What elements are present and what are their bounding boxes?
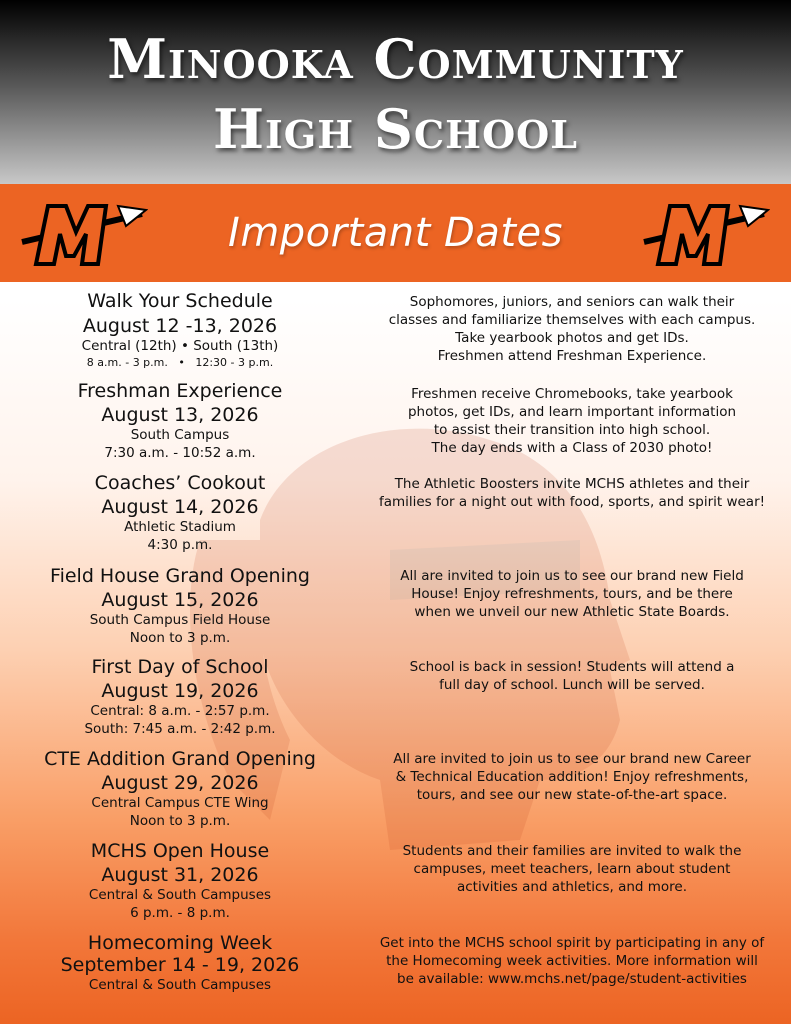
event-location: Central & South Campuses <box>88 977 272 993</box>
description-line: Freshmen attend Freshman Experience. <box>437 348 707 364</box>
description-line: House! Enjoy refreshments, tours, and be there <box>411 586 733 602</box>
event-name: CTE Addition Grand Opening <box>44 748 316 770</box>
school-title-line-2: High School <box>212 97 579 161</box>
event-name: Field House Grand Opening <box>50 565 310 587</box>
event-description <box>358 842 786 896</box>
description-line: be available: www.mchs.net/page/student-activities <box>397 971 747 987</box>
description-line: to assist their transition into high school. <box>433 422 711 438</box>
description-line: full day of school. Lunch will be served. <box>439 677 705 693</box>
event-date: August 31, 2026 <box>101 864 259 886</box>
event-date: August 14, 2026 <box>101 496 259 518</box>
event-location: Athletic Stadium <box>124 519 236 535</box>
description-line: tours, and see our new state-of-the-art space. <box>416 787 728 803</box>
description-line: campuses, meet teachers, learn about student <box>413 861 731 877</box>
event-field-house-grand-opening <box>20 565 340 647</box>
description-line: activities and athletics, and more. <box>456 879 688 895</box>
event-walk-your-schedule <box>20 290 340 371</box>
event-description <box>358 293 786 365</box>
event-name: Homecoming Week <box>87 932 273 954</box>
event-name: MCHS Open House <box>90 840 270 862</box>
event-location: South Campus Field House <box>89 612 271 628</box>
event-time: Noon to 3 p.m. <box>129 630 231 646</box>
event-description <box>358 475 786 511</box>
event-time: 7:30 a.m. - 10:52 a.m. <box>104 445 256 461</box>
description-line: when we unveil our new Athletic State Boards. <box>414 604 730 620</box>
event-homecoming-week <box>20 932 340 994</box>
event-date: August 29, 2026 <box>101 772 259 794</box>
description-line: Get into the MCHS school spirit by participating in any of <box>379 935 765 951</box>
header <box>0 0 791 184</box>
description-line: photos, get IDs, and learn important information <box>407 404 737 420</box>
event-location: Central & South Campuses <box>88 887 272 903</box>
event-description <box>358 658 786 694</box>
description-line: Freshmen receive Chromebooks, take yearbook <box>411 386 733 402</box>
description-line: All are invited to join us to see our brand new Career <box>393 751 751 767</box>
event-description <box>358 750 786 804</box>
event-location: Central: 8 a.m. - 2:57 p.m. <box>90 703 270 719</box>
banner-title: Important Dates <box>228 210 563 256</box>
event-location: Central (12th) • South (13th) <box>81 338 279 354</box>
event-freshman-experience <box>20 380 340 462</box>
event-name: Coaches’ Cookout <box>94 472 266 494</box>
event-mchs-open-house <box>20 840 340 922</box>
description-line: Take yearbook photos and get IDs. <box>455 330 689 346</box>
description-line: & Technical Education addition! Enjoy refreshments, <box>395 769 749 785</box>
event-cte-addition-grand-opening <box>20 748 340 830</box>
description-line: All are invited to join us to see our brand new Field <box>400 568 744 584</box>
event-name: Freshman Experience <box>77 380 283 402</box>
event-first-day-of-school <box>20 656 340 738</box>
event-description <box>358 567 786 621</box>
event-location: South Campus <box>130 427 230 443</box>
event-time: 4:30 p.m. <box>147 537 213 553</box>
event-date: August 12 -13, 2026 <box>82 315 278 337</box>
important-dates-banner <box>0 184 791 282</box>
event-date: August 19, 2026 <box>101 680 259 702</box>
description-line: The day ends with a Class of 2030 photo! <box>431 440 713 456</box>
event-date: August 13, 2026 <box>101 404 259 426</box>
school-title-line-1: Minooka Community <box>107 27 684 91</box>
event-time: 6 p.m. - 8 p.m. <box>130 905 230 921</box>
description-line: The Athletic Boosters invite MCHS athletes and their <box>394 476 750 492</box>
description-line: classes and familiarize themselves with each campus. <box>388 312 756 328</box>
event-description <box>358 385 786 457</box>
event-date: August 15, 2026 <box>101 589 259 611</box>
event-time: 8 a.m. - 3 p.m. • 12:30 - 3 p.m. <box>86 356 274 369</box>
event-location: Central Campus CTE Wing <box>91 795 269 811</box>
event-description <box>358 934 786 988</box>
description-line: Students and their families are invited to walk the <box>402 843 742 859</box>
event-time: Noon to 3 p.m. <box>129 813 231 829</box>
description-line: the Homecoming week activities. More information will <box>386 953 758 969</box>
event-name: Walk Your Schedule <box>87 290 273 312</box>
event-coaches-cookout <box>20 472 340 554</box>
event-date: September 14 - 19, 2026 <box>60 954 300 976</box>
m-arrowhead-logo-icon <box>640 192 770 276</box>
description-line: Sophomores, juniors, and seniors can walk their <box>409 294 735 310</box>
description-line: families for a night out with food, sports, and spirit wear! <box>378 494 766 510</box>
event-time: South: 7:45 a.m. - 2:42 p.m. <box>84 721 276 737</box>
event-name: First Day of School <box>91 656 269 678</box>
description-line: School is back in session! Students will attend a <box>409 659 735 675</box>
